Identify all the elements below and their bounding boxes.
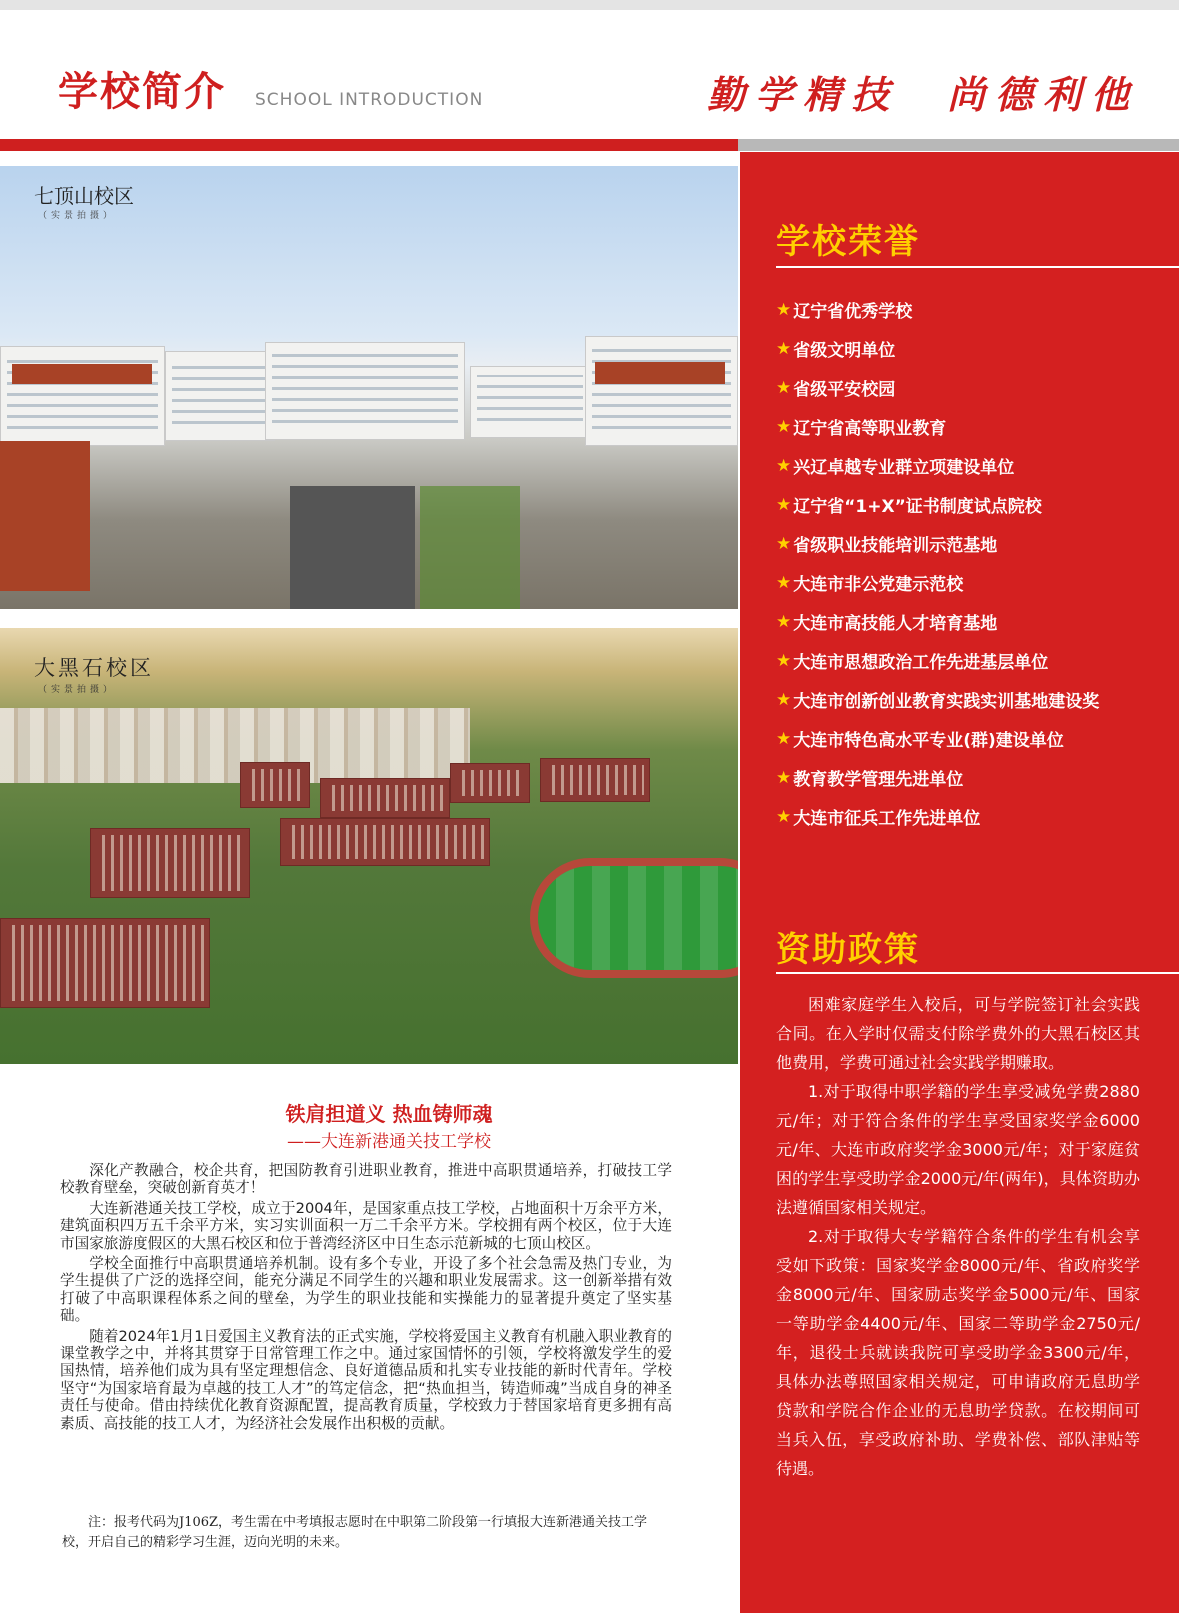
honor-text: 教育教学管理先进单位	[793, 770, 964, 790]
honor-item	[776, 641, 1166, 680]
campus-building	[540, 758, 650, 802]
campus-photo-daheishi	[0, 628, 738, 1064]
policy-title-underline	[776, 972, 1179, 974]
campus-label: 七顶山校区	[34, 184, 134, 208]
campus-building	[320, 778, 450, 818]
campus-building	[90, 828, 250, 898]
header-divider-gray	[738, 139, 1179, 151]
honor-text: 兴辽卓越专业群立项建设单位	[793, 458, 1015, 478]
building-red-corner	[0, 441, 90, 591]
header-divider-red	[0, 139, 738, 151]
honor-item	[776, 563, 1166, 602]
honors-title: 学校荣誉	[776, 222, 920, 262]
article-body	[60, 1162, 672, 1435]
top-band	[0, 0, 1179, 10]
honor-item	[776, 407, 1166, 446]
school-motto: 勤学精技 尚德利他	[706, 72, 1139, 117]
building	[165, 351, 275, 441]
honor-item	[776, 602, 1166, 641]
policy-body	[776, 990, 1140, 1483]
article-title: 铁肩担道义 热血铸师魂	[285, 1102, 493, 1126]
campus-building	[450, 763, 530, 803]
honor-text: 大连市创新创业教育实践实训基地建设奖	[793, 692, 1100, 712]
star-icon: ★	[776, 728, 792, 749]
policy-paragraph: 1.对于取得中职学籍的学生享受减免学费2880元/年；对于符合条件的学生享受国家奖学金6000元/年、大连市政府奖学金3000元/年；对于家庭贫困的学生享受助学金2000元/年(两年)，具体资助办法遵循国家相关规定。	[776, 1082, 1140, 1217]
honor-item	[776, 290, 1166, 329]
honors-list	[776, 290, 1166, 836]
article-paragraph: 大连新港通关技工学校，成立于2004年，是国家重点技工学校，占地面积十万余平方米，建筑面积四万五千余平方米，实习实训面积一万二千余平方米。学校拥有两个校区，位于大连市国家旅游度假区的大黑石校区和位于普湾经济区中日生态示范新城的七顶山校区。	[60, 1199, 672, 1252]
enrollment-note: 注：报考代码为J106Z，考生需在中考填报志愿时在中职第二阶段第一行填报大连新港通关技工学校，开启自己的精彩学习生涯，迈向光明的未来。	[62, 1515, 648, 1550]
honor-text: 省级文明单位	[793, 341, 896, 361]
campus-building	[240, 762, 310, 808]
honor-text: 辽宁省高等职业教育	[793, 419, 947, 439]
policy-paragraph: 困难家庭学生入校后，可与学院签订社会实践合同。在入学时仅需支付除学费外的大黑石校区其他费用，学费可通过社会实践学期赚取。	[776, 995, 1140, 1072]
star-icon: ★	[776, 338, 792, 359]
honor-item	[776, 758, 1166, 797]
star-icon: ★	[776, 494, 792, 515]
honor-text: 大连市高技能人才培育基地	[793, 614, 998, 634]
star-icon: ★	[776, 299, 792, 320]
honor-text: 大连市特色高水平专业(群)建设单位	[793, 731, 1064, 751]
honor-item	[776, 797, 1166, 836]
honor-text: 辽宁省“1+X”证书制度试点院校	[793, 497, 1042, 517]
honor-text: 大连市征兵工作先进单位	[793, 809, 981, 829]
honor-text: 大连市非公党建示范校	[793, 575, 964, 595]
sports-field	[530, 858, 738, 978]
village-area	[0, 708, 470, 783]
page-title: 学校简介	[58, 69, 226, 115]
article-paragraph: 学校全面推行中高职贯通培养机制。设有多个专业，开设了多个社会急需及热门专业，为学生提供了广泛的选择空间，能充分满足不同学生的兴趣和职业发展需求。这一创新举措有效打破了中高职课程体系之间的壁垒，为学生的职业技能和实操能力的显著提升奠定了坚实基础。	[60, 1255, 672, 1325]
building-facade	[12, 364, 152, 384]
honor-item	[776, 680, 1166, 719]
honor-item	[776, 524, 1166, 563]
lawn	[420, 486, 520, 609]
star-icon: ★	[776, 377, 792, 398]
campus-photo-note: （实景拍摄）	[38, 211, 117, 221]
honor-item	[776, 485, 1166, 524]
honor-text: 辽宁省优秀学校	[793, 302, 913, 322]
honor-item	[776, 329, 1166, 368]
honors-title-underline	[776, 266, 1179, 268]
policy-title: 资助政策	[776, 930, 920, 970]
campus-photo-note: （实景拍摄）	[38, 685, 117, 695]
honor-item	[776, 368, 1166, 407]
campus-label: 大黑石校区	[34, 656, 154, 680]
honor-text: 省级平安校园	[793, 380, 896, 400]
star-icon: ★	[776, 689, 792, 710]
building	[265, 342, 465, 440]
star-icon: ★	[776, 806, 792, 827]
article-paragraph: 深化产教融合，校企共育，把国防教育引进职业教育，推进中高职贯通培养，打破技工学校教育壁垒，突破创新育英才！	[60, 1162, 672, 1197]
building	[585, 336, 738, 446]
policy-paragraph: 2.对于取得大专学籍符合条件的学生有机会享受如下政策：国家奖学金8000元/年、省政府奖学金8000元/年、国家励志奖学金5000元/年、国家一等助学金4400元/年、国家二等助学金2750元/年，退役士兵就读我院可享受助学金3300元/年，具体办法尊照国家相关规定，可申请政府无息助学贷款和学院合作企业的无息助学贷款。在校期间可当兵入伍，享受政府补助、学费补偿、部队津贴等待遇。	[776, 1227, 1140, 1478]
page-subtitle: SCHOOL INTRODUCTION	[255, 90, 484, 110]
star-icon: ★	[776, 650, 792, 671]
honor-item	[776, 719, 1166, 758]
building	[470, 366, 590, 438]
honor-text: 省级职业技能培训示范基地	[793, 536, 998, 556]
article-paragraph: 随着2024年1月1日爱国主义教育法的正式实施，学校将爱国主义教育有机融入职业教育的课堂教学之中，并将其贯穿于日常管理工作之中。通过家国情怀的引领，学校将激发学生的爱国热情，培养他们成为具有坚定理想信念、良好道德品质和扎实专业技能的新时代青年。学校坚守“为国家培育最为卓越的技工人才”的笃定信念，把“热血担当，铸造师魂”当成自身的神圣责任与使命。借由持续优化教育资源配置，提高教育质量，学校致力于替国家培育更多拥有高素质、高技能的技工人才，为经济社会发展作出积极的贡献。	[60, 1327, 672, 1432]
star-icon: ★	[776, 611, 792, 632]
campus-building	[280, 818, 490, 866]
honor-item	[776, 446, 1166, 485]
star-icon: ★	[776, 572, 792, 593]
star-icon: ★	[776, 416, 792, 437]
road	[290, 486, 415, 609]
star-icon: ★	[776, 767, 792, 788]
star-icon: ★	[776, 455, 792, 476]
building-facade	[595, 362, 725, 384]
campus-building	[0, 918, 210, 1008]
star-icon: ★	[776, 533, 792, 554]
honor-text: 大连市思想政治工作先进基层单位	[793, 653, 1049, 673]
building	[0, 346, 165, 446]
article-byline: ——大连新港通关技工学校	[287, 1132, 491, 1152]
campus-photo-qidingshan	[0, 166, 738, 609]
